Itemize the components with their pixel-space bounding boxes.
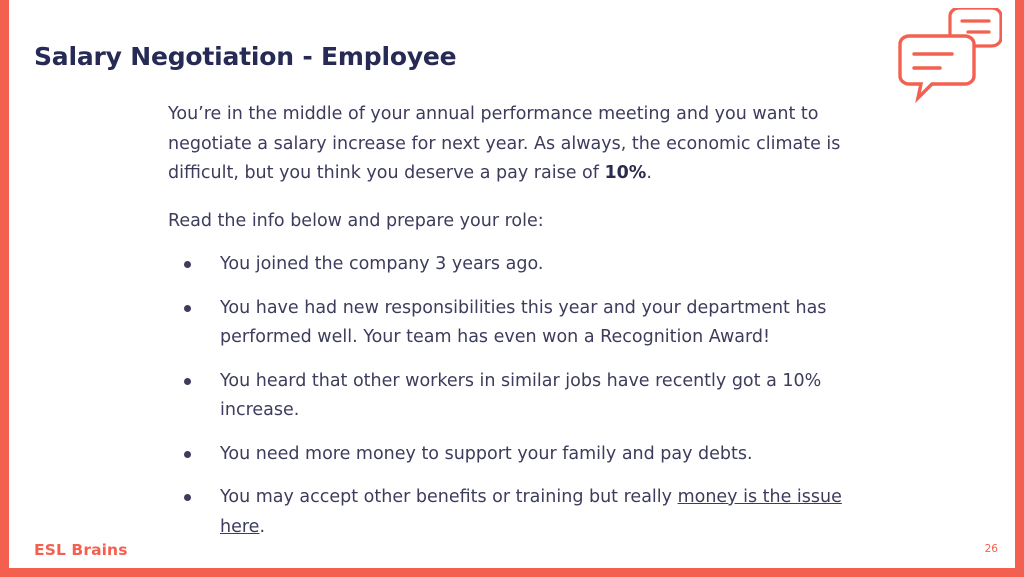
intro-paragraph: [168, 100, 853, 189]
accent-bar-right: [1015, 0, 1024, 577]
list-item-text: You joined the company 3 years ago.: [220, 254, 544, 274]
footer-logo: ESL Brains: [34, 541, 128, 559]
list-item: [168, 367, 868, 426]
list-item-underlined-text: money is the issue here: [220, 487, 842, 537]
list-item-text: You have had new responsibilities this year and your department has performed well. Your team has even won a Recognition Award!: [220, 297, 827, 347]
list-item-text: You heard that other workers in similar jobs have recently got a 10% increase.: [220, 370, 822, 420]
list-item: [168, 250, 868, 280]
page-number: 26: [984, 543, 998, 555]
accent-bar-bottom: [0, 568, 1024, 577]
list-item-text-after: .: [259, 516, 266, 537]
list-item-text: You need more money to support your family and pay debts.: [220, 443, 753, 464]
intro-highlight: 10%: [604, 163, 647, 183]
speech-bubbles-icon: [892, 8, 1002, 104]
intro-text-after: .: [646, 163, 652, 183]
instruction-paragraph: Read the info below and prepare your role:: [168, 210, 544, 231]
list-item: [168, 483, 868, 542]
list-item-text-before: You may accept other benefits or training but really: [220, 487, 678, 507]
bullet-list: [168, 250, 868, 542]
slide-body: [168, 100, 868, 556]
accent-bar-left: [0, 0, 9, 577]
list-item: [168, 440, 868, 470]
intro-text-before: You’re in the middle of your annual performance meeting and you want to negotiate a salary increase for next year. As always, the economic climate is difficult, but you think you deserve a pay raise of: [168, 104, 841, 183]
list-item: [168, 294, 868, 353]
slide-title: Salary Negotiation - Employee: [34, 42, 457, 71]
